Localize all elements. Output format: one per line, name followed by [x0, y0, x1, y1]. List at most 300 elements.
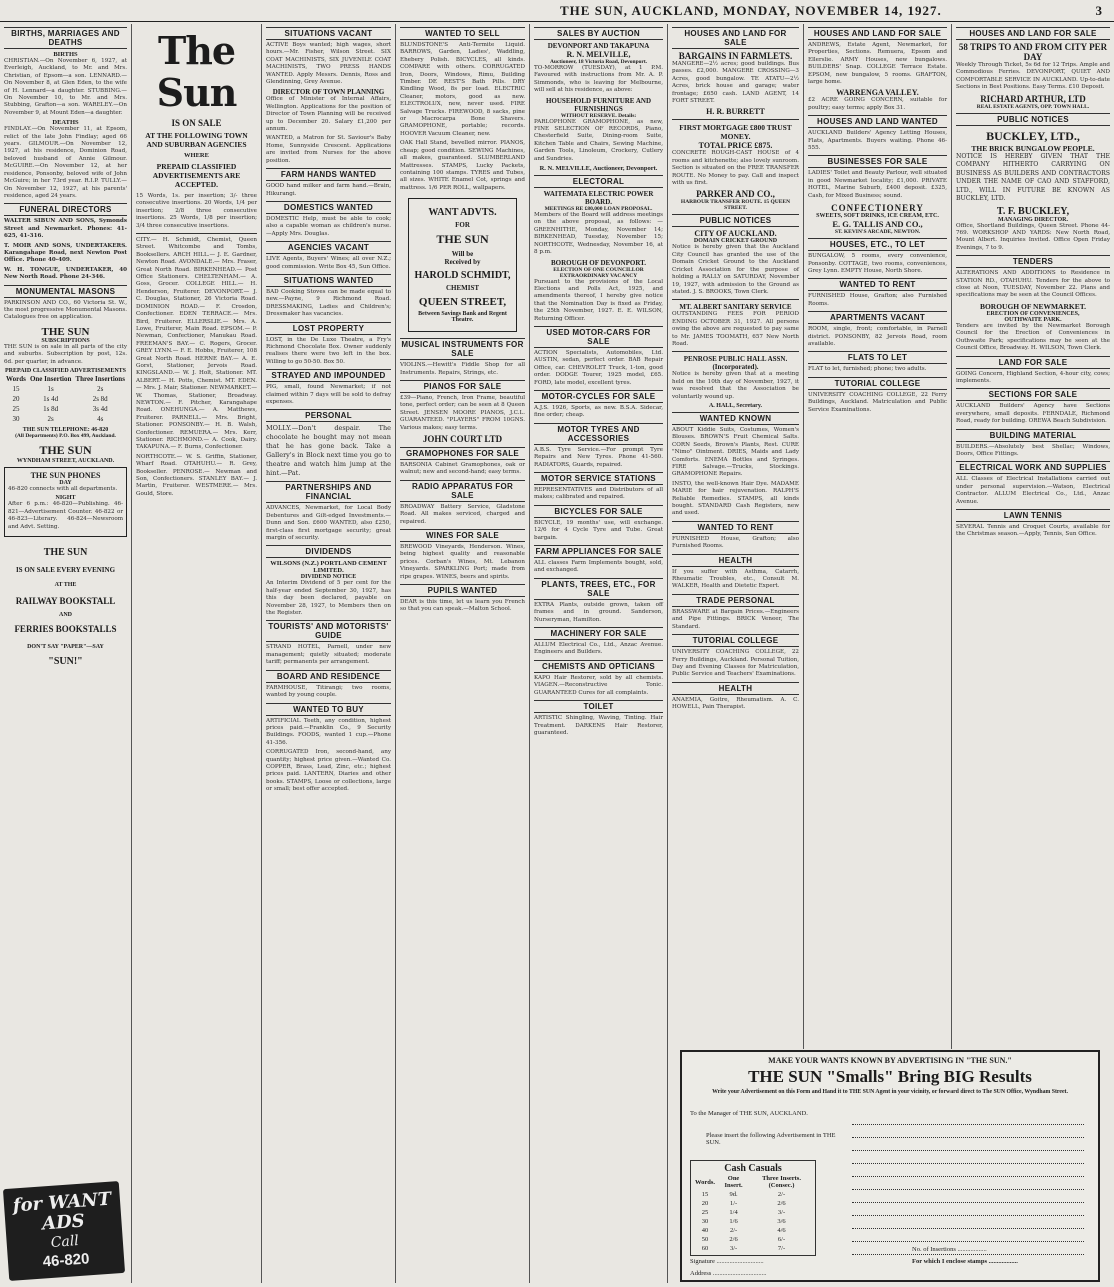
bicycles-header: BICYCLES FOR SALE [534, 505, 663, 518]
machinery-header: MACHINERY FOR SALE [534, 627, 663, 640]
phones-day-text: 46-820 connects with all departments. [8, 486, 118, 492]
births-label: BIRTHS [53, 51, 78, 58]
toilet-text: ARTISTIC Shingling, Waving, Tinting. Hair Treatment. DARKENS Hair Restorer, guaranteed. [534, 715, 663, 736]
table-cell: 4/6 [777, 1227, 786, 1234]
prepaid-line-3: ACCEPTED. [174, 180, 219, 189]
phones-night: NIGHT [55, 495, 76, 502]
flats-header: FLATS TO LET [808, 351, 947, 364]
town-planning-title: DIRECTOR OF TOWN PLANNING [272, 88, 385, 97]
want-box-6: HAROLD SCHMIDT, [414, 270, 511, 282]
for-sale-text: BLUNDSTONE'S Anti-Termite Liquid. BARROWS, Garden, Ladies', Waddling, Ehebery Polish. BICYCLES, all kinds. COMPARE with others. CORRUGATED Iron, Doors, Windows, Rimu, Building Timber. DE REST'S Bath Pills. DRY Kindling Wood, 8s per load. ELECTRIC Cleaner, motors, good as new. ELECTROLUX, new, never used. FIRE Salvage Trucks. FIREWOOD, 8 sacks, pine or Macrocarpa Bone Shavers. GRAMOPHONE, portable; records. HOOVER Vacuum Cleaner, new. [400, 42, 525, 137]
want-ads-promo [3, 1181, 125, 1281]
devonport-text: Pursuant to the provisions of the Local Elections and Polls Act, 1925, and amendments thereof, I hereby give notice that the Nomination Day is fixed as Friday, the 25th November, 1927. E. E. WILSON, Returning Officer. [534, 278, 663, 322]
table-header-cell: Words [6, 375, 26, 383]
dividends-notice: DIVIDEND NOTICE [300, 574, 357, 581]
domain-title: DOMAIN CRICKET GROUND [693, 238, 778, 245]
flats-text: FLAT to let, furnished; phone; two adults. [808, 366, 927, 373]
column-houses-2 [804, 24, 952, 1049]
health2-header: HEALTH [672, 682, 799, 695]
form-line[interactable] [852, 1153, 1084, 1164]
want-box-9: Between Savings Bank and Regent Theatre. [418, 311, 507, 324]
table-cell: 60 [701, 1245, 709, 1252]
table-row [693, 1190, 813, 1199]
table-row [693, 1244, 813, 1253]
newmarket-title: BOROUGH OF NEWMARKET. [979, 301, 1087, 311]
newmarket-sub: ERECTION OF CONVENIENCES, [986, 310, 1080, 317]
tenders-header: TENDERS [956, 255, 1110, 268]
column-notices [952, 24, 1114, 1049]
table-cell: 4s [97, 415, 104, 423]
table-cell: 20 [701, 1200, 709, 1207]
parker-sub: HARBOUR TRANSFER ROUTE. 15 QUEEN STREET. [680, 199, 791, 212]
onsale-3: AT THE [54, 582, 77, 589]
auction-header: SALES BY AUCTION [534, 27, 663, 40]
ad-form-lines[interactable] [852, 1112, 1084, 1257]
situations-vacant-header: SITUATIONS VACANT [266, 27, 391, 40]
cash-casuals-title: Cash Casuals [724, 1163, 782, 1174]
radio-header: RADIO APPARATUS FOR SALE [400, 480, 525, 502]
prepaid-line-2: ADVERTISEMENTS ARE [152, 171, 241, 180]
promo-line-3: 46-820 [42, 1250, 90, 1271]
sections-header: SECTIONS FOR SALE [956, 388, 1110, 401]
electoral-header: ELECTORAL [534, 175, 663, 188]
column-agencies [132, 24, 262, 1283]
strayed-text: PIG, small, found Newmarket; if not claimed within 7 days will be sold to defray expenses. [266, 384, 391, 405]
table-row [693, 1217, 813, 1226]
bargains-text: MANGERE—2½ acres; good buildings. Bus passes. £2,000. MANGERE CROSSING—3 Acres, good bungalow. TE ATATU—2½ Acres, brick house and garage; water frontage; £650 cash. LAND AGENT, 14 FORT STREET. [672, 61, 799, 105]
table-cell: 1s [47, 385, 54, 393]
table-header-row [693, 1174, 813, 1190]
newmarket-sub-2: OUTHWAITE PARK. [1004, 316, 1062, 323]
board-text: FARMHOUSE, Titirangi; two rooms, wanted by young couple. [266, 684, 391, 699]
plants-header: PLANTS, TREES, ETC., FOR SALE [534, 578, 663, 600]
tutorial-2-header: TUTORIAL COLLEGE [808, 377, 947, 390]
phones-day: DAY [59, 480, 72, 486]
to-let-text: BUNGALOW, 5 rooms, every convenience, Ponsonby. COTTAGE, two rooms, conveniences, Grey Lynn. EMPTY House, North Shore. [808, 253, 947, 274]
egt-sub: ST. KEVIN'S ARCADE, NEWTON. [834, 229, 921, 236]
businesses-text: LADIES' Toilet and Beauty Parlour, well situated in good Newmarket locality; £1,000. PRIVATE HOTEL, Marine Suburb, £400 deposit. £325, Cash, for Mixed Business; sound. [808, 170, 947, 199]
used-cars-header: USED MOTOR-CARS FOR SALE [534, 326, 663, 348]
gramophones-header: GRAMOPHONES FOR SALE [400, 447, 525, 460]
tenders-text: ALTERATIONS AND ADDITIONS to Residence in STATION RD., OTAHUHU. Tenders for the above to close at Noon, TUESDAY, November 22. Plans and specifications may be seen at the Council Offices. [956, 270, 1110, 299]
table-cell: 3/6 [777, 1218, 786, 1225]
table-cell: 9d. [729, 1191, 738, 1198]
want-box-2: FOR [455, 221, 470, 230]
machinery-text: ALLUM Electrical Co., Ltd., Anzac Avenue. Engineers and Builders. [534, 642, 663, 656]
radio-text: BROADWAY Battery Service, Gladstone Road. All makes serviced, charged and repaired. [400, 503, 525, 525]
personal-text: MOLLY.—Don't despair. The chocolate he bought may not mean that he has gone back. Take a Gallery's in Block next time you go to theatre and watch him jump at the hint.—Pat. [266, 424, 391, 478]
domestics-text: DOMESTIC Help, must be able to cook; also a capable woman as children's nurse.—Apply Mrs. Douglas. [266, 215, 391, 237]
electoral-text: Members of the Board will address meetings on the above proposal, as follows: — GREENHITHE, Monday, November 14; BIRKENHEAD, Tuesday, November 15; NORTHCOTE, Wednesday, November 16, at 8 p.m. [534, 212, 663, 256]
newmarket-text: Tenders are invited by the Newmarket Borough Council for the Erection of Conveniences in Outhwaite Park; specifications may be seen at the Council Office, Broadway. H. WILSON, Town Clerk. [956, 322, 1110, 352]
wines-header: WINES FOR SALE [400, 529, 525, 542]
buckley-address: Office, Shortland Buildings, Queen Street. Phone 44-769. WORKSHOP AND YARDS: New North Road, Mount Albert. Inquiries Invited. Office Open Friday Evenings, 7 to 9. [956, 222, 1110, 251]
wines-text: BREWOOD Vineyards, Henderson. Wines, being highest quality and reasonable prices. Corban's Wines, Mt. Lebanon Vineyards. SPARKLING Port; made from ripe grapes. WINES, beers and spirits. [400, 544, 525, 580]
health-header: HEALTH [672, 554, 799, 567]
building-header: BUILDING MATERIAL [956, 429, 1110, 442]
subscriptions-text: THE SUN is on sale in all parts of the city and suburbs. Subscription by post, 12s. 6d. per quarter, in advance. [4, 343, 127, 365]
situations-wanted-text: BAD Cooking Stoves can be made equal to new.—Payne, 9 Richmond Road. DRESSMAKING, Ladies and Children's; Dressmaker has vacancies. [266, 288, 391, 318]
table-row [693, 1208, 813, 1217]
richard-sub: REAL ESTATE AGENTS, OPP. TOWN HALL. [976, 103, 1090, 110]
dividends-title: WILSONS (N.Z.) PORTLAND CEMENT LIMITED. [270, 560, 387, 575]
form-line[interactable] [852, 1140, 1084, 1151]
want-box-3: THE SUN [436, 232, 489, 247]
building-text: BUILDERS.—Absolutely best Shellac; Windows, Doors, Office Fittings. [956, 443, 1110, 457]
lost-property-text: LOST, in the De Luxe Theatre, a Fry's Richmond Chocolate Box. Owner suddenly realises there were two left in the box. Willing to go 50-50. Box 50. [266, 336, 391, 365]
city-title: CITY OF AUCKLAND. [694, 229, 777, 239]
table-cell: 7/- [777, 1245, 786, 1252]
houses-2-text: ANDREWS, Estate Agent, Newmarket, for Properties, Sections. Remuera, Epsom and Ellerslie. ARMY Houses, new bungalows. BUILDERS' Snap. COLLEGE Terrace Estate. EPSOM, new bungalow, 5 rooms. GRAFTON, large home. [808, 42, 947, 86]
confectionery-text: SWEETS, SOFT DRINKS, ICE CREAM, ETC. [816, 213, 939, 220]
signature-field[interactable]: Signature ............................. [690, 1258, 764, 1265]
table-cell: 2/6 [729, 1236, 738, 1243]
table-cell: 1/4 [729, 1209, 738, 1216]
onsale-4: RAILWAY BOOKSTALL [15, 596, 116, 607]
subscriptions-label: SUBSCRIPTIONS [41, 337, 90, 344]
health-text: If you suffer with Asthma, Catarrh, Rheumatic Troubles, etc., Consult M. WALKER, Health and Dietetic Expert. [672, 568, 799, 590]
board-header: BOARD AND RESIDENCE [266, 670, 391, 683]
without-reserve: WITHOUT RESERVE. Details: [560, 112, 637, 119]
prepaid-line-1: PREPAID CLASSIFIED [156, 162, 237, 171]
mortgage-price: TOTAL PRICE £875. [698, 141, 773, 151]
form-line[interactable] [852, 1192, 1084, 1203]
masthead-title: THE SUN, AUCKLAND, MONDAY, NOVEMBER 14, 1927. [560, 2, 942, 18]
auction-title: DEVONPORT AND TAKAPUNA [547, 42, 650, 50]
personal-header: PERSONAL [266, 409, 391, 422]
tyres-header: MOTOR TYRES AND ACCESSORIES [534, 423, 663, 445]
table-cell: 20 [12, 395, 20, 403]
wanted-rent-header: WANTED TO RENT [672, 521, 799, 534]
strayed-header: STRAYED AND IMPOUNDED [266, 369, 391, 382]
form-line[interactable] [852, 1114, 1084, 1125]
situations-vacant-text: ACTIVE Boys wanted; high wages, short hours.—Mr. Fisher, Wilson Street. SIX COAT MACHINISTS, SIX JUVENILE COAT MACHINISTS, TWO PRESS HANDS WANTED. Apply Messrs. Dennis, Ross and Glendinning, Grey Avenue. [266, 42, 391, 86]
wanted-known-text: ABOUT Kiddie Suits, Costumes, Women's Blouses. BROWN'S Fruit Chemical Salts. CORN Seeds, Brown's Plants, Rest. CURE "Nimo" Ointment. DRIES, Maids and Lady Comforts. ENEMA Bottles and Syringes. FIRE Salvage.—Trucks, Stockings. GRAMOPHONE Repairs. [672, 426, 799, 478]
table-cell: 1s 8d [43, 405, 59, 413]
table-cell: 1s 4d [43, 395, 59, 403]
sun-logo: The Sun [156, 28, 237, 115]
pianos-text: £39—Piano, French, Iron Frame, beautiful tone, perfect order; can be seen at 8 Queen Street. JENSEN MOORE PIANOS, J.C.L. GUARANTEED. "PLAYERS" FROM 10GNS. Various makes; easy terms. [400, 394, 525, 431]
buckley-sub: THE BRICK BUNGALOW PEOPLE. [971, 143, 1095, 153]
apartments-text: ROOM, single, front; comfortable, in Parnell district. PONSONBY, 82 Jervois Road, room available. [808, 326, 947, 347]
agencies-line-1: AT THE FOLLOWING TOWN [145, 131, 248, 140]
used-cars-text: ACTION Specialists, Automobiles, Ltd. AUSTIN, sedan, perfect order. BAB Repair Office, car. CHEVROLET Truck, 1-ton, good order. DODGE Tourer, 1925 model, £65. FORD, late model, excellent tyres. [534, 349, 663, 386]
farm-appliances-text: ALL classes Farm Implements bought, sold, and exchanged. [534, 560, 663, 574]
warrenga-title: WARRENGA VALLEY. [836, 88, 919, 98]
trips-text: Weekly Through Ticket, 5s 6d for 12 Trips. Ample and Commodious Ferries. DEVONPORT, QUIET AND COMFORTABLE SERVICE IN AUCKLAND. Up-to-date Sections in Best Positions. Easy Terms. £10 Deposit. [956, 62, 1110, 91]
want-box-7: CHEMIST [445, 284, 480, 293]
parker-and-co: PARKER AND CO., [696, 189, 775, 200]
onsale-7: DON'T SAY "PAPER"—SAY [27, 644, 104, 651]
table-row [693, 1235, 813, 1244]
situations-wanted-header: SITUATIONS WANTED [266, 274, 391, 287]
phones-night-text: After 6 p.m.: 46-820—Publishing. 46-821—Advertisement Counter. 46-822 or 46-823—Literary. 46-824—Newsroom and Advt. Setting. [8, 501, 123, 530]
mortgage-text: CONCRETE ROUGH-CAST HOUSE of 4 rooms and kitchenette; also lovely sunroom. Section is situated on the FREE TRANSFER ROUTE. No Money to pay. Call and inspect with us first. [672, 150, 799, 187]
column-for-sale [396, 24, 530, 1283]
phones-title: THE SUN PHONES [30, 471, 101, 480]
buckley-signature: T. F. BUCKLEY, [996, 205, 1070, 217]
tourists-header: TOURISTS' AND MOTORISTS' GUIDE [266, 620, 391, 642]
sun-address: WYNDHAM STREET, AUCKLAND. [16, 458, 115, 464]
bicycles-text: BICYCLE, 19 months' use, will exchange. 12/6 for 4 Cycle Tyre and Tube. Great bargain. [534, 519, 663, 541]
pianos-header: PIANOS FOR SALE [400, 380, 525, 393]
column-births [0, 24, 132, 1283]
buckley-title: BUCKLEY, LTD., [986, 128, 1080, 143]
to-let-rent-text: FURNISHED House, Grafton; also Furnished Rooms. [808, 293, 947, 307]
toilet-header: TOILET [534, 700, 663, 713]
funeral-header: FUNERAL DIRECTORS [4, 203, 127, 216]
partnerships-header: PARTNERSHIPS AND FINANCIAL [266, 481, 391, 503]
household-furniture: HOUSEHOLD FURNITURE AND FURNISHINGS [545, 96, 651, 113]
public-notices-2-header: PUBLIC NOTICES [956, 113, 1110, 126]
column-auctions [530, 24, 668, 1283]
wanted-to-buy-text-2: CORRUGATED Iron, second-hand, any quantity; highest price given.—Wanted Co. COPPER, Brass, Lead, Zinc, etc.; highest prices paid. LANTERN, Diaries and other books. STAMPS, Loose or collections, large or small; best offer accepted. [266, 749, 391, 793]
funeral-ad-2: T. MOIR AND SONS, UNDERTAKERS. Karangahape Road, next Newton Post Office. Phone 40-409. [4, 242, 127, 264]
births-text: CHRISTIAN.—On November 6, 1927, at Everleigh, Auckland, to Mr. and Mrs. Christian, of Epsom—a son. LENNARD.—On November 8, at Glen Eden, to the wife of H. Lennard—a daughter. STUBBING.—On November 10, to Mr. and Mrs. Stubbing, Grafton—a son. WARELEY.—On November 9, at Mount Eden—a daughter. [4, 58, 127, 116]
warrenga-text: £2 ACRE GOING CONCERN, suitable for poultry; easy terms; apply Box 31. [808, 97, 947, 111]
table-cell: 1/6 [729, 1218, 738, 1225]
column-situations [262, 24, 396, 1283]
table-row [693, 1199, 813, 1208]
apartments-header: APARTMENTS VACANT [808, 311, 947, 324]
sun-phones-box [4, 467, 127, 537]
farm-appliances-header: FARM APPLIANCES FOR SALE [535, 547, 662, 557]
sun-title-2: THE SUN [39, 443, 92, 457]
agency-list-2: NORTHCOTE.— W. S. Griffin, Stationer, Wharf Road. OTAHUHU.— R. Grey, Bookseller. PENROSE.— Newman and Son, Confectioners. STANLEY BAY.— J. Martin, Fruiterer. WESTMERE.— Mrs. Gould, Store. [136, 453, 257, 497]
businesses-header: BUSINESSES FOR SALE [808, 155, 947, 168]
want-box-1: WANT ADVTS. [428, 207, 497, 219]
rates-table [4, 374, 127, 424]
chemists-header: CHEMISTS AND OPTICIANS [534, 660, 663, 673]
table-row [4, 414, 127, 424]
musical-text: VIOLINS.—Hewitt's Fiddle Shop for all Instruments. Repairs, Strings, etc. [400, 362, 525, 376]
want-box-4: Will be [451, 250, 474, 259]
trips-title: 58 TRIPS TO AND FROM CITY PER DAY [958, 42, 1108, 62]
tutorial-text: UNIVERSITY COACHING COLLEGE, 22 Ferry Buildings, Auckland. Personal Tuition, Day and Evening Classes for Matriculation, Public Service and Teachers' Examinations. [672, 649, 799, 678]
table-cell: 15 [701, 1191, 709, 1198]
births-header: BIRTHS, MARRIAGES AND DEATHS [4, 27, 127, 49]
musical-header: MUSICAL INSTRUMENTS FOR SALE [401, 340, 524, 359]
manager-address: To the Manager of THE SUN, AUCKLAND. [690, 1110, 808, 1117]
table-cell: 2s [47, 415, 54, 423]
divider [672, 119, 799, 120]
houses-header: HOUSES AND LAND FOR SALE [672, 27, 799, 49]
table-cell: 40 [701, 1227, 709, 1234]
sun-telephone: THE SUN TELEPHONE: 46-820 [22, 427, 109, 433]
mortgage-title: FIRST MORTGAGE £800 TRUST MONEY. [679, 123, 792, 142]
tutorial-header: TUTORIAL COLLEGE [672, 634, 799, 647]
albert-title: MT. ALBERT SANITARY SERVICE [679, 303, 792, 312]
penrose-signature: A. HALL, Secretary. [708, 402, 763, 409]
auction-text-2: PARLOPHONE GRAMOPHONE, as new, FINE SELECTION OF RECORDS, Piano, Chesterfield Suite, Dining-room Suite, Kitchen Table and Chairs, Sewing Machine, Garden Tools, Linoleum, Crockery, Cutlery and Sundries. [534, 118, 663, 162]
albert-text: OUTSTANDING FEES FOR PERIOD ENDING OCTOBER 31, 1927. All persons owing the above are requested to pay same to Mr. JAMES TOOMATH, 657 New North Road. [672, 311, 799, 347]
houses-wanted-header: HOUSES AND LAND WANTED [808, 115, 947, 128]
promo-line-1: for WANT ADS [12, 1188, 112, 1235]
land-text: GOING Concern, Highland Section, 4-hour city, cows; implements. [956, 370, 1110, 384]
address-field[interactable]: Address ................................. [690, 1270, 767, 1277]
farm-hands-text: GOOD hand milker and farm hand.—Brain, Hikurangi. [266, 183, 391, 197]
smalls-sub: Write your Advertisement on this Form and Hand it to THE SUN Agent in your vicinity, or forward direct to The SUN Office, Wyndham Street. [712, 1089, 1068, 1095]
houses-2-header: HOUSES AND LAND FOR SALE [808, 27, 947, 40]
table-cell: 3/- [777, 1209, 786, 1216]
agencies-line-2: AND SUBURBAN AGENCIES [146, 140, 247, 149]
chemists-text: KAPO Hair Restorer, sold by all chemists. VIAGEN.—Reconstructive Tonic. GUARANTEED Cures for all complaints. [534, 674, 663, 696]
column-houses [668, 24, 804, 1049]
auction-signature: R. N. MELVILLE, Auctioneer, Devonport. [539, 165, 658, 173]
divider [136, 233, 257, 234]
form-line[interactable] [852, 1218, 1084, 1229]
penrose-text: Notice is hereby given that at a meeting held on the 10th day of November, 1927, it was resolved that the Association be voluntarily wound up. [672, 371, 799, 400]
monumental-header: MONUMENTAL MASONS [4, 285, 127, 298]
table-cell: 2/- [777, 1191, 786, 1198]
electrical-text: ALL Classes of Electrical Installations carried out under personal supervision.—Watson, Electrical Contractor. ALLUM Electrical Co., Ltd., Anzac Avenue. [956, 476, 1110, 505]
burrett: H. R. BURRETT [706, 107, 765, 117]
electoral-sub: MEETINGS RE £80,000 LOAN PROPOSAL. [544, 206, 653, 213]
lawn-tennis-header: LAWN TENNIS [956, 509, 1110, 522]
devonport-title: BOROUGH OF DEVONPORT. [550, 258, 647, 267]
domestics-header: DOMESTICS WANTED [266, 201, 391, 214]
table-header-row [4, 374, 127, 384]
to-let-header: HOUSES, ETC., TO LET [808, 238, 947, 251]
table-cell: 3/- [729, 1245, 738, 1252]
smalls-top-line: MAKE YOUR WANTS KNOWN BY ADVERTISING IN "THE SUN." [768, 1056, 1012, 1065]
table-header-cell: One Insertion [29, 375, 72, 383]
table-cell: 25 [701, 1209, 709, 1216]
form-line[interactable] [852, 1179, 1084, 1190]
want-advts-box [408, 198, 517, 332]
dividends-header: DIVIDENDS [266, 545, 391, 558]
electrical-header: ELECTRICAL WORK AND SUPPLIES [956, 461, 1110, 474]
devonport-sub: ELECTION OF ONE COUNCILLOR EXTRAORDINARY VACANCY [553, 266, 644, 279]
table-row [4, 394, 127, 404]
confectionery-title: CONFECTIONERY [831, 203, 924, 214]
masthead [0, 0, 1114, 22]
gramophones-text: BARSONIA Cabinet Gramophones, oak or walnut; new and second-hand; easy terms. [400, 461, 525, 476]
table-header-cell: Three Insertions [75, 375, 125, 383]
table-header-cell: One Insert. [724, 1175, 743, 1189]
town-planning-text: Office of Minister of Internal Affairs, Wellington. Applications for the position of Director of Town Planning will be received up to December 20. Salary £1,200 per annum. [266, 96, 391, 133]
prepaid-title: PREPAID CLASSIFIED ADVERTISEMENTS [4, 368, 127, 374]
deaths-text: FINDLAY.—On November 11, at Epsom, relict of the late John Findlay; aged 66 years. GILMOUR.—On November 12, 1927, at his residence, Dominion Road, beloved husband of Annie Gilmour. McGUIRE.—On November 12, at her residence, Ponsonby, beloved wife of John McGuire; in her 73rd year. R.I.P. TULLY.—On November 12, 1927, at his parents' residence, aged 24 years. [4, 126, 127, 199]
cash-casuals-box [690, 1160, 816, 1256]
buckley-signature-2: MANAGING DIRECTOR. [998, 216, 1068, 223]
sun-telephone-sub: (All Departments) P.O. Box 499, Auckland. [15, 433, 116, 439]
form-line[interactable] [852, 1205, 1084, 1216]
insertions-field[interactable]: No. of Insertions .................. [912, 1246, 987, 1253]
wanted-known-text-2: INSTO, the well-known Hair Dye. MADAME MARIE for hair rejuvenation. RALPH'S Reliable Remedies. STAMPS, all kinds bought. STANDARD Cash Registers, new and used. [672, 480, 799, 517]
table-cell: 2s 8d [92, 395, 108, 403]
wanted-rent-text: FURNISHED House, Grafton; also Furnished Rooms. [672, 535, 799, 550]
on-sale-label: IS ON SALE [171, 118, 222, 128]
agency-list: CITY.— H. Schmidt, Chemist, Queen Street. Whitcombe and Tombs, Booksellers. ARCH HILL.— J. E. Gardner, Newton Road. AVONDALE.— Mrs. Fraser, Great North Road. BIRKENHEAD.— Post Office Stationers. CHELTENHAM.— A. Goss, Grocer. COLLEGE HILL.— H. Henderson, Fruiterer. DEVONPORT.— J. C. Douglas, Stationer, 26 Victoria Road. DOMINION ROAD.— F. Crosdon, Confectioner. EDEN TERRACE.— Mrs. Bird, Fruiterer. ELLERSLIE.— Mrs. A. Lowe, Fruiterer, Main Road. EPSOM.— P. Newman, Confectioner, Manukau Road. FREEMAN'S BAY.— C. Rogers, Grocer. GREY LYNN.— F. E. Hobbs, Fruiterer, 108 Great North Road. HERNE BAY.— A. E. Gorst, Stationer, Jervois Road. KINGSLAND.— W. J. Holt, Stationer. MT. ALBERT.— H. Potts, Chemist. MT. EDEN.— Mrs. J. Mair, Stationer. NEWMARKET.— W. Thomas, Stationer, Broadway. NEWTON.— F. Pitcher, Karangahape Road. ONEHUNGA.— A. Matthews, Fruiterer. PARNELL.— Mrs. Bright, Stationer. PONSONBY.— H. B. Walsh, Confectioner. REMUERA.— Mrs. Kerr, Stationer. RICHMOND.— A. Cook, Dairy. TAKAPUNA.— F. Burns, Confectioner. [136, 237, 257, 451]
table-cell: 2/- [729, 1227, 738, 1234]
auction-name: R. N. MELVILLE, [566, 50, 631, 59]
motor-cycles-text: A.J.S. 1926, Sports, as new. B.S.A. Sidecar, fine order; cheap. [534, 404, 663, 419]
onsale-5: AND [59, 612, 72, 619]
agencies-line-3: WHERE [184, 152, 209, 159]
smalls-ad-form [680, 1050, 1100, 1282]
lawn-tennis-text: SEVERAL Tennis and Croquet Courts, available for the Christmas season.—Apply, Tennis, Sun Office. [956, 523, 1110, 538]
wanted-to-buy-header: WANTED TO BUY [266, 703, 391, 716]
page-number: 3 [1095, 2, 1102, 18]
smalls-headline: THE SUN "Smalls" Bring BIG Results [748, 1067, 1032, 1086]
lost-property-header: LOST PROPERTY [266, 322, 391, 335]
form-line[interactable] [852, 1166, 1084, 1177]
table-cell: 30 [12, 415, 20, 423]
service-text: REPRESENTATIVES and Distributors of all makes; calibrated and repaired. [534, 487, 663, 501]
monumental-text: PARKINSON AND CO., 60 Victoria St. W., the most progressive Monumental Masons. Catalogues free on application. [4, 299, 127, 321]
pupils-text: DEAR is this time, let us learn you French so that you can speak.—Malton School. [400, 599, 525, 613]
table-row [693, 1226, 813, 1235]
agencies-vacant-header: AGENCIES VACANT [266, 241, 391, 254]
trade-header: TRADE PERSONAL [672, 594, 799, 607]
public-notices-header: PUBLIC NOTICES [672, 214, 799, 227]
houses-wanted-text: AUCKLAND Builders' Agency Letting Houses, Flats, Apartments. Buyers waiting. Phone 46-555. [808, 130, 947, 152]
onsale-2: IS ON SALE EVERY EVENING [15, 566, 116, 575]
sections-text: AUCKLAND Builders' Agency have Sections everywhere, small deposits. FERNDALE, Richmond Road, ready for building. OREWA Beach Subdivision. [956, 403, 1110, 425]
trade-text: BRASSWARE at Bargain Prices.—Engineers and Pipe Fittings. BRICK Veneer, The Standard. [672, 608, 799, 630]
auction-sub: Auctioneer, 18 Victoria Road, Devonport. [549, 59, 648, 65]
table-row [4, 404, 127, 414]
onsale-8: "SUN!" [48, 656, 83, 668]
pupils-header: PUPILS WANTED [400, 584, 525, 597]
table-cell: 1/- [729, 1200, 738, 1207]
land-header: LAND FOR SALE [956, 356, 1110, 369]
form-line[interactable] [852, 1231, 1084, 1242]
deaths-label: DEATHS [52, 119, 79, 127]
funeral-ad-1: WALTER SIBUN AND SONS, Symonds Street and Newmarket. Phones: 41-625, 41-316. [4, 218, 127, 240]
divider [672, 299, 799, 300]
wanted-to-buy-text: ARTIFICIAL Teeth, any condition, highest prices paid.—Franklin Co., 9 Security Buildings. FOODS, wanted 1 cup.—Phone 41-356. [266, 717, 391, 746]
dividends-text: An Interim Dividend of 5 per cent for the half-year ended September 30, 1927, has this day been declared, payable on November 28, 1927, to Members then on the Register. [266, 580, 391, 617]
enclose-field[interactable]: For which I enclose stamps .................. [912, 1258, 1018, 1265]
table-cell: 6/- [777, 1236, 786, 1243]
health2-text: ANAEMIA, Goitre, Rheumatism. A. C. HOWELL, Pain Therapist. [672, 696, 799, 711]
bargains-title: BARGAINS IN FARMLETS. [678, 51, 793, 61]
agencies-vacant-text: LIVE Agents, Buyers' Wines; all over N.Z.; good commission. Write Box 45, Sun Office. [266, 256, 391, 270]
john-court: JOHN COURT LTD [422, 433, 503, 444]
auction-text: TO-MORROW (TUESDAY), at 1 P.M. Favoured with instructions from Mr. A. P. Simmonds, who is leaving for Melbourne, will sell at his residence, as above: [534, 65, 663, 94]
table-row [4, 384, 127, 394]
for-sale-text-2: OAK Hall Stand, bevelled mirror. PIANOS, cheap; good condition. SEWING Machines, all makes, guaranteed. SLUMBERLAND Mattresses. STAMPS, Lucky Packets, containing 100 stamps. TYRES and Tubes, all sizes. WHITE Enamel Cot, springs and mattress. 1/6 PER ROLL, wallpapers. [400, 140, 525, 191]
egt-tallis: E. G. TALLIS AND CO., [832, 219, 923, 230]
to-let-rent-header: WANTED TO RENT [808, 278, 947, 291]
matron-text: WANTED, a Matron for St. Saviour's Baby Home, Sunnyside Crescent. Applications are invited from Nurses for the above position. [266, 135, 391, 164]
cash-rates-table [693, 1174, 813, 1253]
on-sale-notice [4, 547, 127, 667]
table-header-cell: Words. [695, 1178, 716, 1186]
table-cell: 25 [12, 405, 20, 413]
table-cell: 30 [701, 1218, 709, 1225]
tyres-text: A.B.S. Tyre Service.—For prompt Tyre Repairs and New Tyres. Phone 41-560. RADIATORS, Guards, repaired. [534, 446, 663, 468]
partnerships-text: ADVANCES, Newmarket, for Local Body Debentures and Gilt-edged Investments.—Dunn and Son. £600 WANTED, also £250, first-class first mortgage security; great margin of security. [266, 505, 391, 542]
want-box-5: Received by [444, 258, 481, 267]
table-cell: 50 [701, 1236, 709, 1243]
onsale-1: THE SUN [43, 547, 88, 559]
form-line[interactable] [852, 1127, 1084, 1138]
penrose-title: PENROSE PUBLIC HALL ASSN. (Incorporated). [683, 355, 788, 372]
table-cell: 2/6 [777, 1200, 786, 1207]
farm-hands-header: FARM HANDS WANTED [266, 168, 391, 181]
tutorial-2-text: UNIVERSITY COACHING COLLEGE, 22 Ferry Buildings, Auckland. Matriculation and Public Service Examinations. [808, 391, 947, 413]
plants-text: EXTRA Plants, outside grown, taken off frames and in ground. Sanderson, Nurseryman, Hamilton. [534, 601, 663, 623]
divider [672, 351, 799, 352]
onsale-6: FERRIES BOOKSTALLS [14, 624, 117, 635]
electoral-title: WAITEMATA ELECTRIC POWER BOARD. [543, 190, 654, 207]
service-header: MOTOR SERVICE STATIONS [534, 472, 663, 485]
table-cell: 3s 4d [92, 405, 108, 413]
tourists-text: STRAND HOTEL, Parnell, under new management; quietly situated; moderate tariff; permanents per arrangement. [266, 644, 391, 666]
